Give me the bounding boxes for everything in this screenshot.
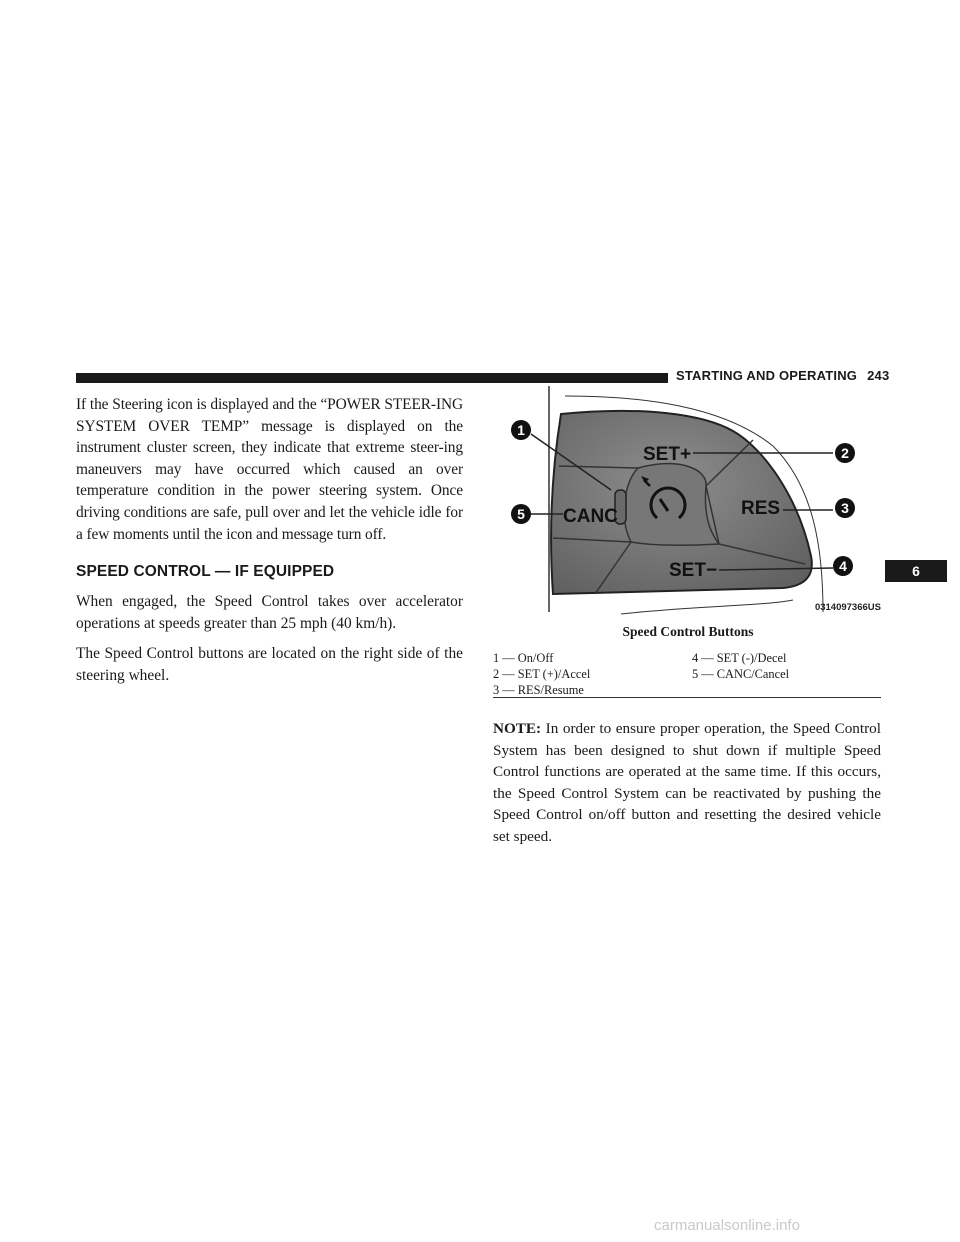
speed-control-figure [493, 386, 883, 620]
paragraph-steering-icon: If the Steering icon is displayed and the “POWER STEER-ING SYSTEM OVER TEMP” message is displayed on the instrument cluster screen, they indicate that extreme steer-ing maneuvers may have occurred which caused an over temperature condition in the power steering system. Once driving conditions are safe, pull over and let the vehicle idle for a few moments until the icon and message turn off. [76, 396, 463, 543]
section-heading: SPEED CONTROL — IF EQUIPPED [76, 563, 335, 581]
header-rule [76, 373, 668, 383]
callout-4-number: 4 [839, 558, 847, 574]
callout-1 [511, 420, 531, 440]
paragraph-button-location: The Speed Control buttons are located on the right side of the steering wheel. [76, 645, 463, 684]
legend-item: 1 — On/Off [493, 651, 554, 665]
figure-caption: Speed Control Buttons [622, 624, 754, 639]
callout-4 [833, 556, 853, 576]
set-minus-label: SET− [669, 560, 718, 581]
res-label: RES [741, 498, 781, 519]
legend-item: 2 — SET (+)/Accel [493, 667, 591, 681]
callout-2 [835, 443, 855, 463]
legend-divider [493, 697, 881, 698]
running-header [676, 368, 889, 383]
paragraph-speed-control: When engaged, the Speed Control takes over accelerator operations at speeds greater than 25 mph (40 km/h). [76, 593, 463, 632]
callout-5 [511, 504, 531, 524]
header-section: STARTING AND OPERATING [676, 368, 858, 383]
callout-2-number: 2 [841, 445, 849, 461]
legend-item: 5 — CANC/Cancel [692, 667, 790, 681]
callout-3 [835, 498, 855, 518]
callout-3-number: 3 [841, 500, 849, 516]
note-label: NOTE: [493, 720, 542, 737]
figure-legend [493, 650, 881, 698]
set-plus-label: SET+ [643, 444, 692, 465]
note-block [493, 718, 881, 847]
callout-1-number: 1 [517, 422, 525, 438]
legend-item: 3 — RES/Resume [493, 683, 584, 697]
note-text: In order to ensure proper operation, the Speed Control System has been designed to shut down if multiple Speed Control functions are operated at the same time. If this occurs, the Speed Control System can be reactivated by pushing the Speed Control on/off button and resetting the desired vehicle set speed. [493, 720, 881, 845]
left-column [76, 394, 463, 687]
legend-row [493, 682, 881, 698]
chapter-tab: 6 [885, 560, 947, 582]
legend-item: 4 — SET (-)/Decel [692, 651, 787, 665]
legend-row [493, 650, 881, 666]
canc-label: CANC [563, 506, 618, 527]
watermark: carmanualsonline.info [654, 1217, 800, 1234]
legend-row [493, 666, 881, 682]
note-paragraph [493, 718, 881, 847]
callout-5-number: 5 [517, 506, 525, 522]
page-number: 243 [867, 368, 890, 383]
image-code: 0314097366US [814, 602, 881, 613]
